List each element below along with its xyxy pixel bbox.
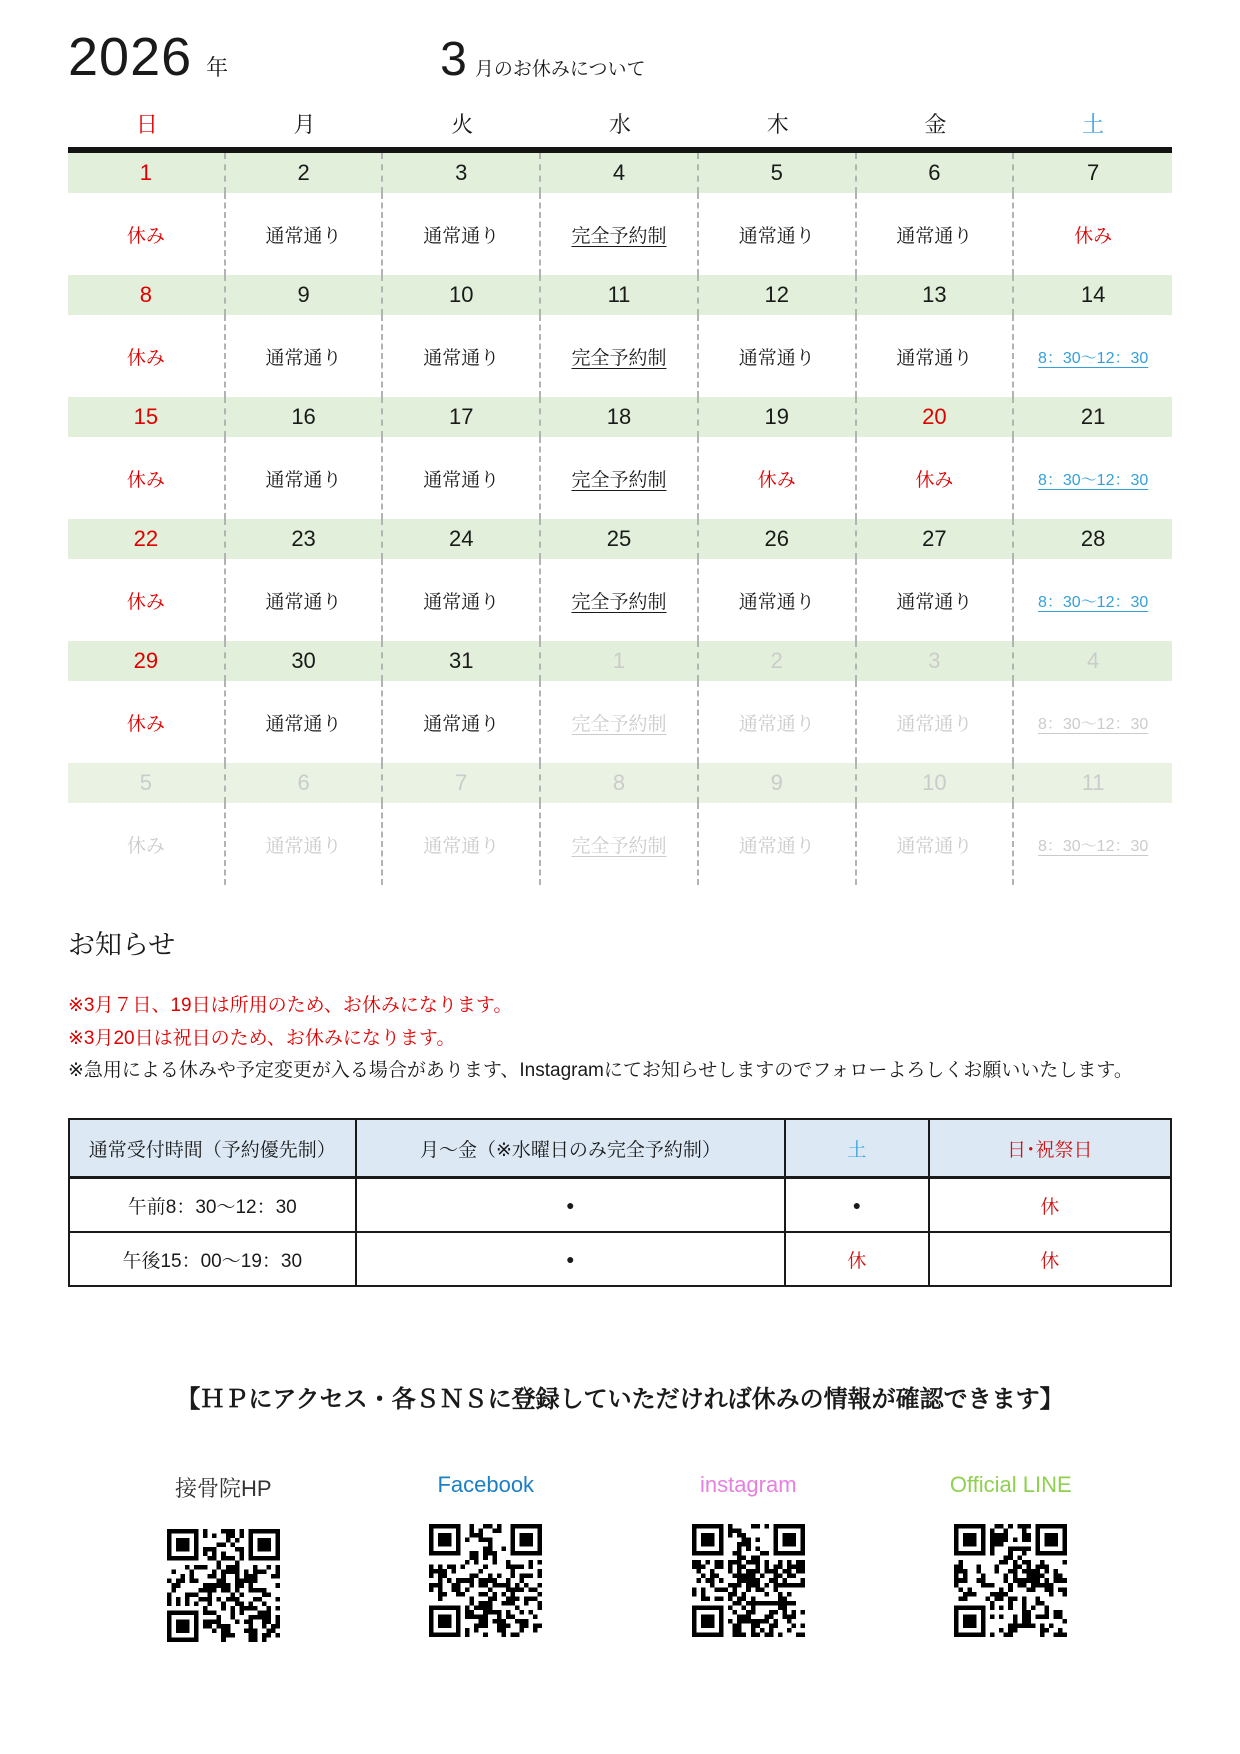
calendar-date-row — [68, 519, 1172, 559]
calendar-date: 6 — [857, 153, 1015, 193]
calendar-day-status: 休み — [68, 437, 226, 519]
calendar-day-status: 完全予約制 — [541, 437, 699, 519]
sns-label-facebook: Facebook — [437, 1472, 535, 1498]
sns-item-official-line — [880, 1472, 1143, 1642]
calendar-day-status: 通常通り — [699, 315, 857, 397]
calendar-date: 30 — [226, 641, 384, 681]
calendar-date: 12 — [699, 275, 857, 315]
calendar-weeks — [68, 153, 1172, 885]
calendar-date: 16 — [226, 397, 384, 437]
calendar-day-status: 通常通り — [226, 315, 384, 397]
calendar-day-status: 通常通り — [226, 559, 384, 641]
calendar-day-status: 通常通り — [226, 193, 384, 275]
weekday-header-row — [68, 102, 1172, 153]
calendar-day-status: 休み — [68, 803, 226, 885]
calendar-date-row — [68, 641, 1172, 681]
calendar-date: 3 — [857, 641, 1015, 681]
calendar-day-status: 通常通り — [699, 803, 857, 885]
calendar-day-status: 通常通り — [383, 193, 541, 275]
calendar-date: 27 — [857, 519, 1015, 559]
calendar-date: 1 — [541, 641, 699, 681]
calendar-status-row — [68, 559, 1172, 641]
calendar-date: 9 — [226, 275, 384, 315]
calendar-date: 4 — [541, 153, 699, 193]
calendar-date: 13 — [857, 275, 1015, 315]
notice-section — [68, 923, 1172, 1088]
sns-heading: 【ＨＰにアクセス・各ＳＮＳに登録していただければ休みの情報が確認できます】 — [176, 1386, 1064, 1414]
reception-hours-table — [68, 1118, 1172, 1287]
hours-time-cell: 午後15：00～19：30 — [69, 1232, 356, 1286]
month-suffix: 月のお休みについて — [474, 59, 646, 80]
calendar-date: 14 — [1080, 282, 1106, 307]
calendar-day-status: 完全予約制 — [541, 681, 699, 763]
calendar-date: 6 — [226, 763, 384, 803]
calendar-date-row — [68, 763, 1172, 803]
calendar-date: 11 — [541, 275, 699, 315]
calendar-day-status: 通常通り — [857, 559, 1015, 641]
calendar-day-status: 通常通り — [857, 803, 1015, 885]
sns-label-hp: 接骨院HP — [174, 1476, 272, 1502]
qr-code-facebook — [429, 1524, 542, 1637]
weekday-label: 水 — [608, 112, 631, 137]
calendar-day-status: 通常通り — [383, 437, 541, 519]
hours-value-cell: ● — [785, 1178, 928, 1233]
sns-item-instagram — [617, 1472, 880, 1642]
notice-note: ※3月20日は祝日のため、お休みになります。 — [68, 1027, 456, 1049]
weekday-label: 木 — [766, 112, 789, 137]
calendar-date: 31 — [383, 641, 541, 681]
calendar-date: 3 — [383, 153, 541, 193]
hours-value-cell: 休 — [785, 1232, 928, 1286]
calendar-day-status: 通常通り — [226, 803, 384, 885]
calendar-date: 8 — [541, 763, 699, 803]
calendar-date: 25 — [541, 519, 699, 559]
calendar-date-row — [68, 397, 1172, 437]
notice-heading: お知らせ — [68, 930, 176, 960]
calendar-date: 26 — [699, 519, 857, 559]
calendar-date-row — [68, 275, 1172, 315]
hours-time-cell: 午前8：30～12：30 — [69, 1178, 356, 1233]
page-header — [68, 26, 1172, 88]
calendar-day-status: 通常通り — [226, 681, 384, 763]
calendar-day-status: 休み — [68, 315, 226, 397]
weekday-label: 金 — [924, 112, 947, 137]
weekday-label: 火 — [451, 112, 474, 137]
calendar-day-status: 8：30～12：30 — [1037, 837, 1149, 855]
calendar-date: 10 — [857, 763, 1015, 803]
calendar-week — [68, 641, 1172, 763]
calendar-day-status: 通常通り — [857, 193, 1015, 275]
hours-value-cell: 休 — [929, 1232, 1171, 1286]
calendar-day-status: 通常通り — [383, 315, 541, 397]
calendar-day-status: 休み — [68, 193, 226, 275]
calendar-day-status: 完全予約制 — [541, 315, 699, 397]
calendar-date: 24 — [383, 519, 541, 559]
calendar-date: 11 — [1081, 770, 1105, 795]
calendar-day-status: 通常通り — [383, 803, 541, 885]
sns-section — [68, 1379, 1172, 1642]
calendar-day-status: 休み — [699, 437, 857, 519]
calendar-day-status: 休み — [1074, 225, 1113, 247]
calendar-date: 9 — [699, 763, 857, 803]
calendar-day-status: 休み — [68, 681, 226, 763]
calendar-day-status: 休み — [857, 437, 1015, 519]
calendar-day-status: 通常通り — [383, 681, 541, 763]
calendar-date: 5 — [699, 153, 857, 193]
calendar — [68, 102, 1172, 885]
calendar-day-status: 通常通り — [699, 559, 857, 641]
hours-row — [69, 1178, 1171, 1233]
sns-item-facebook — [355, 1472, 618, 1642]
calendar-date: 7 — [383, 763, 541, 803]
qr-code-official-line — [954, 1524, 1067, 1637]
calendar-date: 4 — [1087, 648, 1100, 673]
year-suffix: 年 — [206, 55, 229, 80]
calendar-date-row — [68, 153, 1172, 193]
calendar-status-row — [68, 681, 1172, 763]
qr-code-instagram — [692, 1524, 805, 1637]
calendar-date: 29 — [68, 641, 226, 681]
hours-row — [69, 1232, 1171, 1286]
calendar-day-status: 通常通り — [857, 315, 1015, 397]
hours-value-cell: ● — [356, 1232, 786, 1286]
year-text: 2026 — [68, 27, 193, 87]
calendar-date: 1 — [68, 153, 226, 193]
qr-code-hp — [167, 1529, 280, 1642]
calendar-date: 28 — [1080, 526, 1106, 551]
hours-header-cell: 土 — [785, 1119, 928, 1178]
calendar-date: 18 — [541, 397, 699, 437]
calendar-day-status: 休み — [68, 559, 226, 641]
notice-notes — [68, 990, 1172, 1088]
hours-header-cell: 月～金（※水曜日のみ完全予約制） — [356, 1119, 786, 1178]
hours-value-cell: 休 — [929, 1178, 1171, 1233]
calendar-date: 22 — [68, 519, 226, 559]
calendar-day-status: 8：30～12：30 — [1037, 349, 1149, 367]
calendar-day-status: 通常通り — [383, 559, 541, 641]
calendar-week — [68, 397, 1172, 519]
calendar-day-status: 通常通り — [699, 681, 857, 763]
hours-header-cell: 通常受付時間（予約優先制） — [69, 1119, 356, 1178]
weekday-label: 日 — [135, 112, 158, 137]
calendar-status-row — [68, 803, 1172, 885]
calendar-day-status: 完全予約制 — [541, 803, 699, 885]
calendar-day-status: 通常通り — [226, 437, 384, 519]
calendar-day-status: 通常通り — [857, 681, 1015, 763]
hours-header-row — [69, 1119, 1171, 1178]
weekday-label: 土 — [1082, 112, 1105, 137]
calendar-date: 2 — [699, 641, 857, 681]
calendar-day-status: 8：30～12：30 — [1037, 593, 1149, 611]
calendar-date: 15 — [68, 397, 226, 437]
calendar-day-status: 完全予約制 — [541, 193, 699, 275]
calendar-date: 2 — [226, 153, 384, 193]
calendar-status-row — [68, 437, 1172, 519]
month-number: 3 — [440, 33, 467, 86]
sns-grid — [92, 1472, 1142, 1642]
calendar-day-status: 8：30～12：30 — [1037, 715, 1149, 733]
hours-header-cell: 日･祝祭日 — [929, 1119, 1171, 1178]
sns-item-hp — [92, 1472, 355, 1642]
calendar-day-status: 完全予約制 — [541, 559, 699, 641]
hours-table-head — [69, 1119, 1171, 1178]
calendar-date: 10 — [383, 275, 541, 315]
calendar-day-status: 8：30～12：30 — [1037, 471, 1149, 489]
calendar-date: 23 — [226, 519, 384, 559]
calendar-week — [68, 153, 1172, 275]
calendar-date: 19 — [699, 397, 857, 437]
calendar-date: 8 — [68, 275, 226, 315]
hours-table-body — [69, 1178, 1171, 1287]
calendar-date: 7 — [1087, 160, 1100, 185]
calendar-week — [68, 519, 1172, 641]
calendar-status-row — [68, 315, 1172, 397]
notice-note: ※3月７日、19日は所用のため、お休みになります。 — [68, 995, 513, 1016]
notice-note: ※急用による休みや予定変更が入る場合があります、Instagramにてお知らせしますのでフォローよろしくお願いいたします。 — [68, 1060, 1133, 1082]
calendar-date: 20 — [857, 397, 1015, 437]
calendar-status-row — [68, 193, 1172, 275]
sns-label-instagram: instagram — [699, 1472, 797, 1498]
sns-label-official-line: Official LINE — [949, 1472, 1072, 1498]
calendar-week — [68, 763, 1172, 885]
calendar-date: 5 — [68, 763, 226, 803]
weekday-label: 月 — [293, 112, 316, 137]
calendar-week — [68, 275, 1172, 397]
calendar-date: 17 — [383, 397, 541, 437]
hours-value-cell: ● — [356, 1178, 786, 1233]
calendar-day-status: 通常通り — [699, 193, 857, 275]
calendar-date: 21 — [1080, 404, 1106, 429]
